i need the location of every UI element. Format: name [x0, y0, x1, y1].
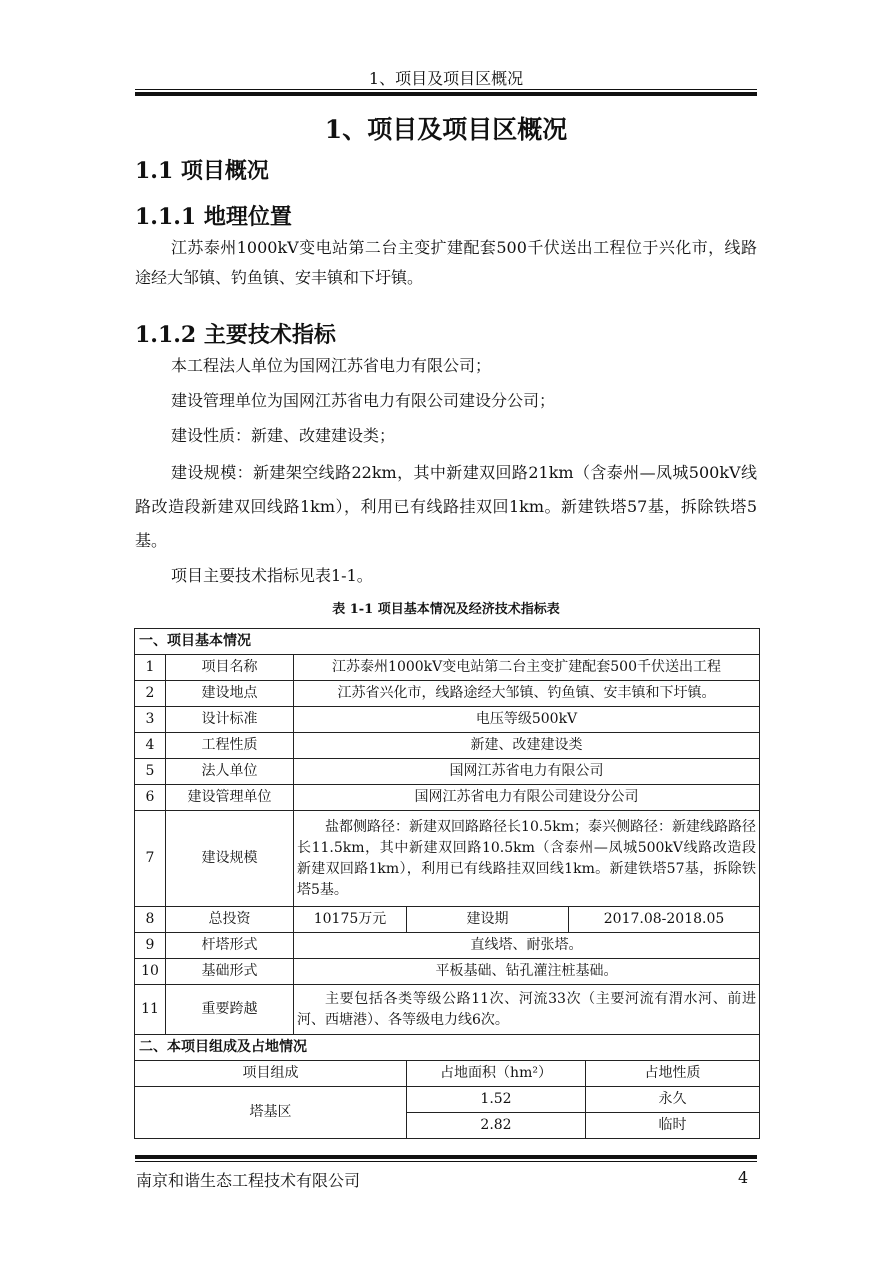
section-basic-info: 一、项目基本情况 — [135, 629, 760, 655]
row-number: 4 — [135, 733, 166, 759]
header-rule-thick — [135, 92, 757, 96]
table-row — [135, 707, 760, 733]
row-value: 江苏省兴化市，线路途经大邹镇、钓鱼镇、安丰镇和下圩镇。 — [294, 681, 760, 707]
header-project-component: 项目组成 — [135, 1061, 407, 1087]
row-number: 5 — [135, 759, 166, 785]
table-header-row — [135, 1061, 760, 1087]
total-investment-value: 10175万元 — [294, 907, 407, 933]
running-header: 1、项目及项目区概况 — [368, 69, 524, 88]
row-label: 法人单位 — [166, 759, 294, 785]
row-label: 项目名称 — [166, 655, 294, 681]
header-land-type: 占地性质 — [586, 1061, 760, 1087]
heading-1-1-2: 1.1.2 主要技术指标 — [135, 322, 336, 348]
row-number: 6 — [135, 785, 166, 811]
section-land-use: 二、本项目组成及占地情况 — [135, 1035, 760, 1061]
row-number: 2 — [135, 681, 166, 707]
row-label: 总投资 — [166, 907, 294, 933]
page-title: 1、项目及项目区概况 — [324, 115, 568, 144]
table-row — [135, 1087, 760, 1113]
row-number: 8 — [135, 907, 166, 933]
paragraph-location: 江苏泰州1000kV变电站第二台主变扩建配套500千伏送出工程位于兴化市，线路途经大邹镇、钓鱼镇、安丰镇和下圩镇。 — [135, 238, 757, 287]
row-label: 设计标准 — [166, 707, 294, 733]
row-label: 基础形式 — [166, 959, 294, 985]
row-label: 建设管理单位 — [166, 785, 294, 811]
heading-1-1-1: 1.1.1 地理位置 — [135, 204, 292, 230]
construction-period-label: 建设期 — [407, 907, 569, 933]
row-value: 直线塔、耐张塔。 — [294, 933, 760, 959]
row-value: 电压等级500kV — [294, 707, 760, 733]
row-value: 江苏泰州1000kV变电站第二台主变扩建配套500千伏送出工程 — [294, 655, 760, 681]
paragraph-nature: 建设性质：新建、改建建设类； — [171, 426, 396, 445]
project-info-table — [134, 628, 760, 1139]
footer-rule-thick — [135, 1155, 757, 1159]
row-value: 新建、改建建设类 — [294, 733, 760, 759]
row-value: 国网江苏省电力有限公司建设分公司 — [294, 785, 760, 811]
page-number: 4 — [738, 1168, 749, 1187]
row-value: 国网江苏省电力有限公司 — [294, 759, 760, 785]
footer-company: 南京和谐生态工程技术有限公司 — [136, 1171, 361, 1190]
table-row — [135, 959, 760, 985]
table-row — [135, 681, 760, 707]
row-number: 10 — [135, 959, 166, 985]
row-label: 建设地点 — [166, 681, 294, 707]
table-row — [135, 733, 760, 759]
paragraph-scale: 建设规模：新建架空线路22km，其中新建双回路21km（含泰州—凤城500kV线路改造段新建双回线路1km），利用已有线路挂双回1km。新建铁塔57基，拆除铁塔5基。 — [135, 463, 757, 550]
paragraph-table-ref: 项目主要技术指标见表1-1。 — [171, 566, 373, 585]
row-label: 重要跨越 — [166, 985, 294, 1035]
land-area-value: 2.82 — [407, 1113, 586, 1139]
table-row — [135, 759, 760, 785]
land-type-value: 临时 — [586, 1113, 760, 1139]
paragraph-legal-entity: 本工程法人单位为国网江苏省电力有限公司； — [171, 356, 492, 375]
table-row — [135, 933, 760, 959]
row-value: 平板基础、钻孔灌注桩基础。 — [294, 959, 760, 985]
row-number: 1 — [135, 655, 166, 681]
construction-period-value: 2017.08-2018.05 — [569, 907, 760, 933]
row-label: 工程性质 — [166, 733, 294, 759]
tower-area-label: 塔基区 — [135, 1087, 407, 1139]
table-caption: 表 1-1 项目基本情况及经济技术指标表 — [332, 602, 560, 617]
paragraph-management-unit: 建设管理单位为国网江苏省电力有限公司建设分公司； — [171, 391, 556, 410]
footer-rule-thin — [135, 1161, 757, 1162]
land-type-value: 永久 — [586, 1087, 760, 1113]
row-number: 9 — [135, 933, 166, 959]
land-area-value: 1.52 — [407, 1087, 586, 1113]
table-row — [135, 907, 760, 933]
heading-1-1: 1.1 项目概况 — [135, 158, 269, 184]
row-label: 杆塔形式 — [166, 933, 294, 959]
row-number: 3 — [135, 707, 166, 733]
header-rule-thin — [135, 89, 757, 90]
table-row — [135, 655, 760, 681]
row-number: 11 — [135, 985, 166, 1035]
table-row — [135, 811, 760, 907]
row-value: 盐都侧路径：新建双回路路径长10.5km；泰兴侧路径：新建线路路径长11.5km，其中新建双回路10.5km（含泰州—凤城500kV线路改造段新建双回路1km），利用已有线路挂双回线1km。新建铁塔57基，拆除铁塔5基。 — [294, 811, 760, 907]
row-label: 建设规模 — [166, 811, 294, 907]
row-number: 7 — [135, 811, 166, 907]
table-row — [135, 785, 760, 811]
table-row — [135, 985, 760, 1035]
row-value: 主要包括各类等级公路11次、河流33次（主要河流有渭水河、前进河、西塘港）、各等级电力线6次。 — [294, 985, 760, 1035]
header-land-area: 占地面积（hm²） — [407, 1061, 586, 1087]
